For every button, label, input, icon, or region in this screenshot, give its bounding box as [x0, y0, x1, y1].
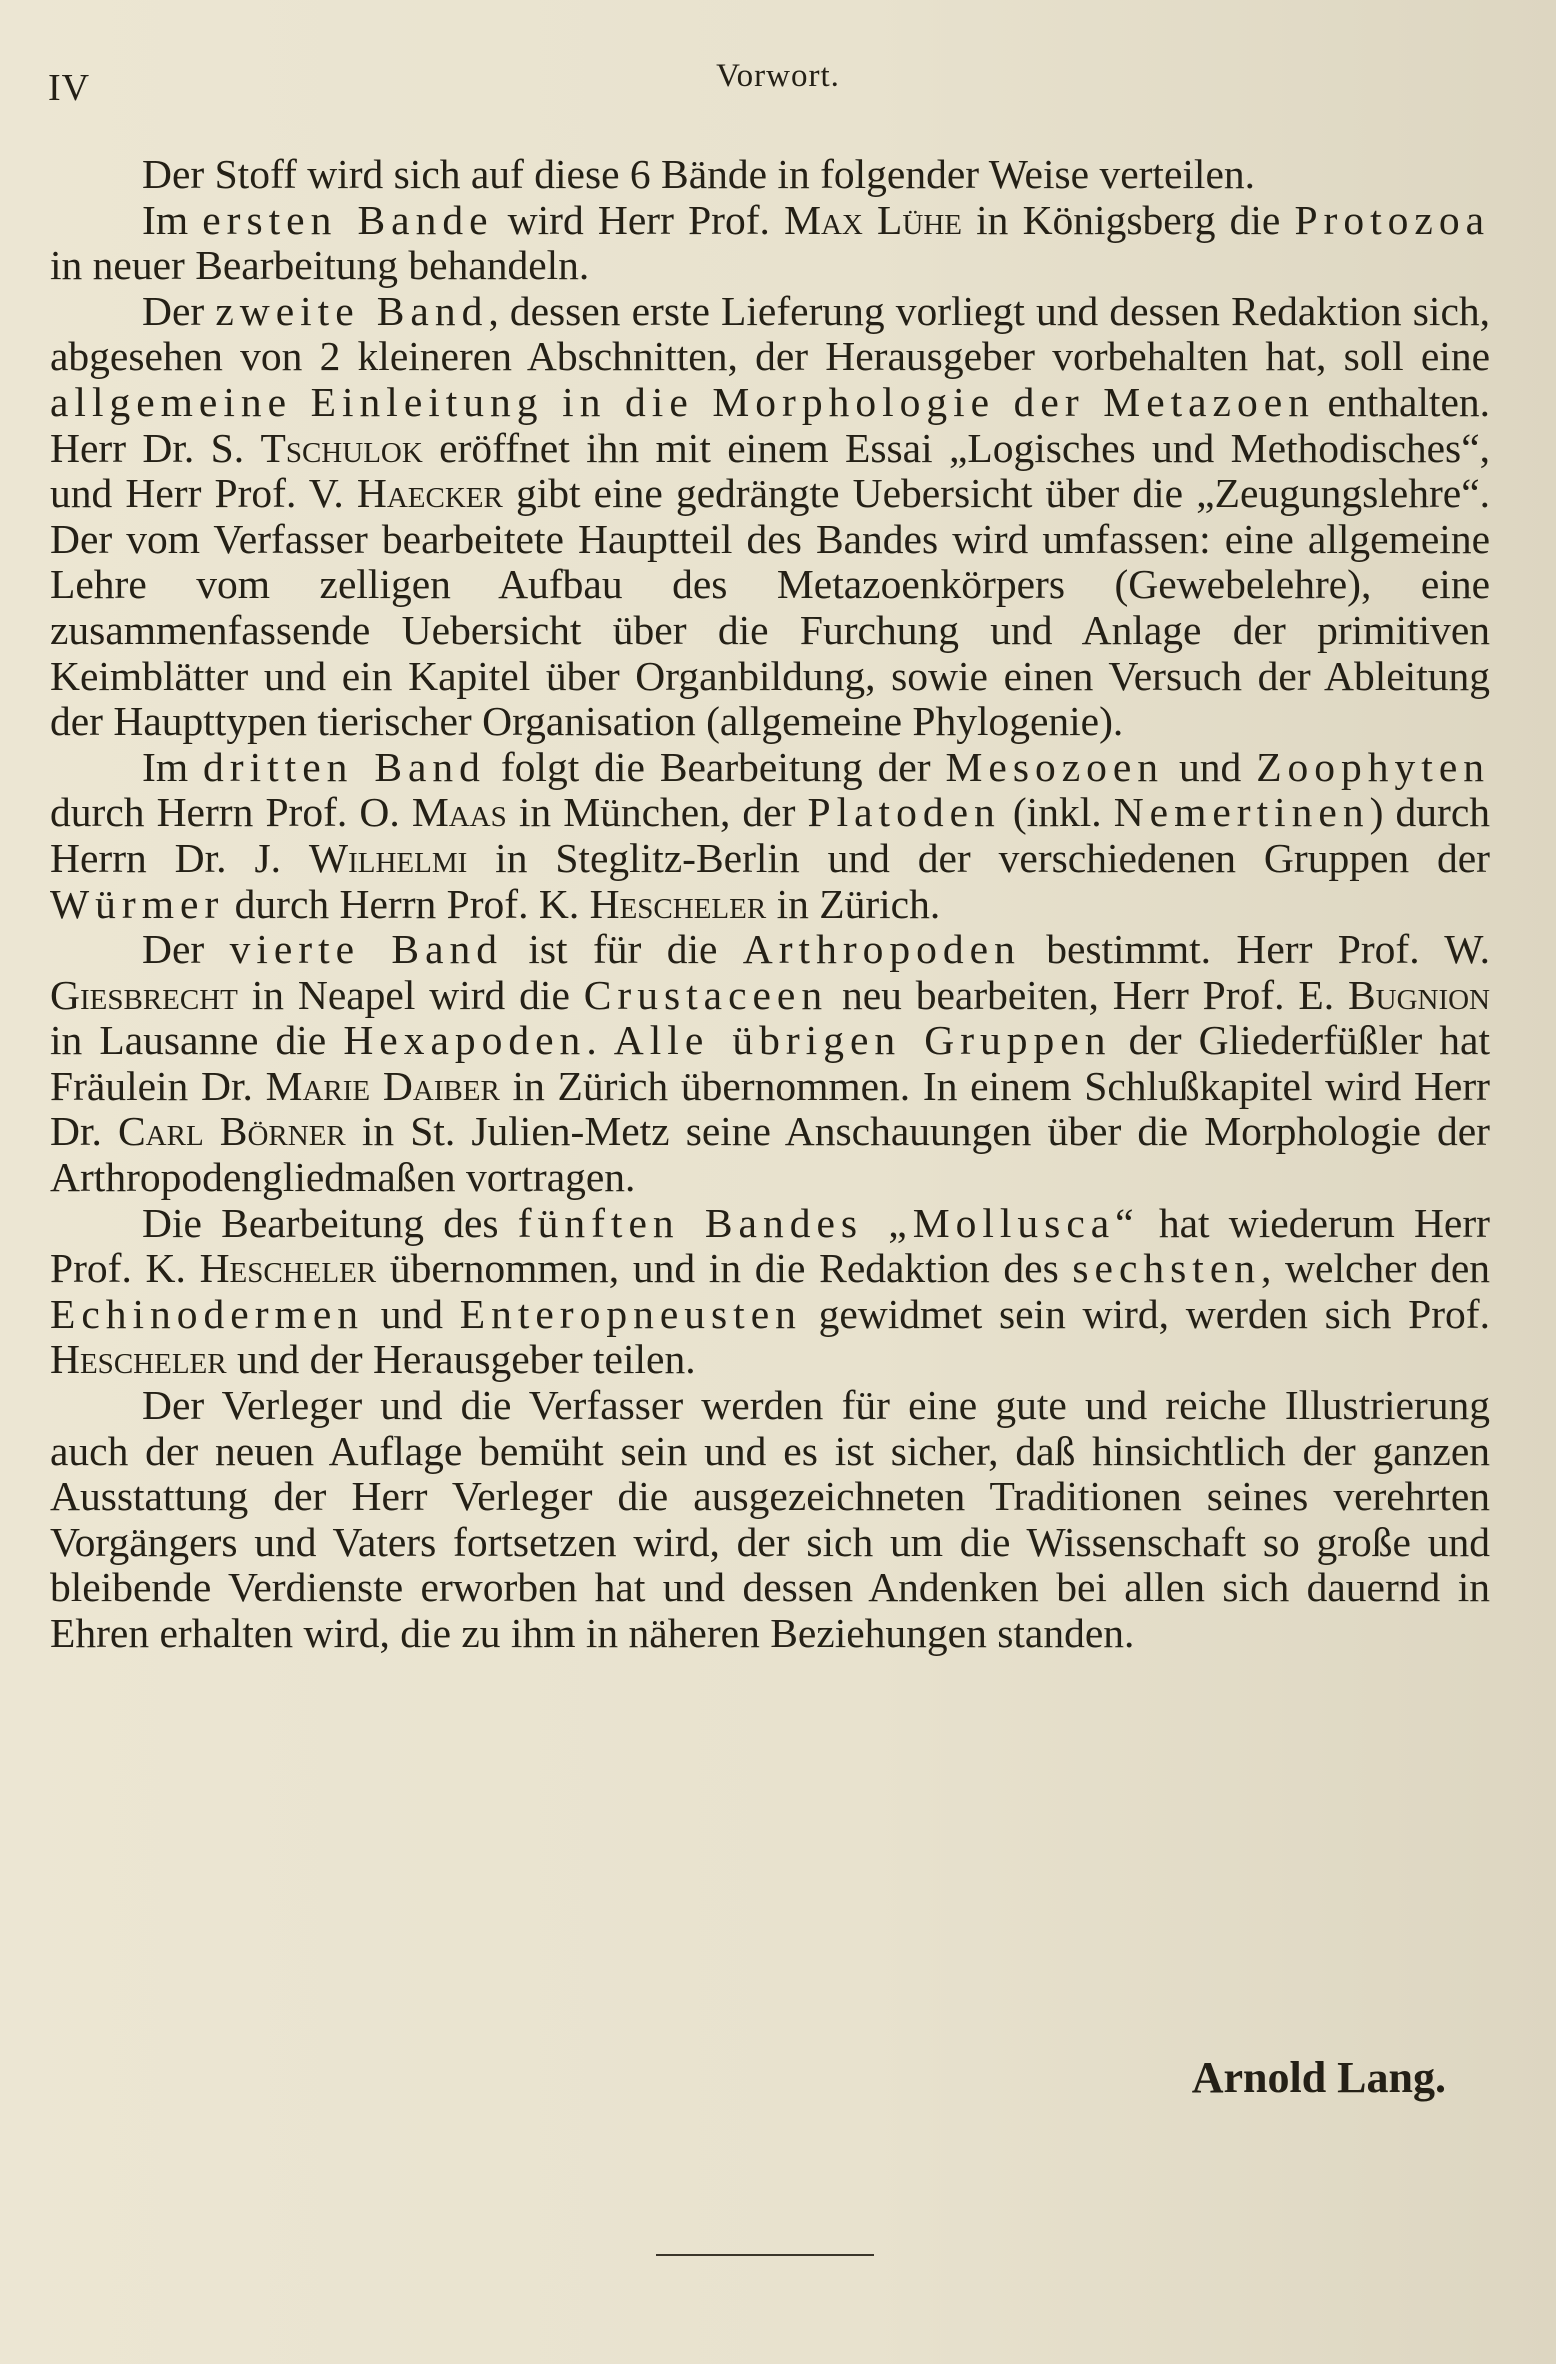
author-signature: Arnold Lang. [1191, 2053, 1446, 2102]
text-run: in Lausanne die [50, 1017, 344, 1064]
spaced-term: Alle übrigen Gruppen [613, 1017, 1112, 1064]
text-run: ist für die [503, 926, 743, 973]
text-run: wird Herr Prof. [493, 196, 785, 243]
text-run: enthalten. Herr Dr. S. [50, 378, 1490, 471]
spaced-term: allgemeine Einleitung in die Morphologie der Metazoen [50, 378, 1315, 425]
spaced-term: dritten Band [203, 743, 486, 790]
running-head: Vorwort. [716, 58, 840, 94]
spaced-term: Crustaceen [583, 971, 829, 1018]
text-run: (inkl. [1000, 789, 1114, 836]
text-run: Im [142, 743, 204, 790]
text-run: in München, der [506, 789, 808, 836]
spaced-term: zweite Band [215, 287, 489, 334]
spaced-term: Hexapoden [343, 1017, 587, 1064]
author-name: Hescheler [589, 880, 767, 927]
text-run: in Neapel wird die [237, 971, 584, 1018]
spaced-term: vierte Band [229, 926, 504, 973]
spaced-term: Protozoa [1294, 196, 1490, 243]
spaced-term: Nemertinen [1113, 789, 1370, 836]
text-run: durch Herrn Prof. O. [50, 789, 412, 836]
text-run: in neuer Bearbeitung behandeln. [50, 242, 590, 289]
text-run: in Zürich. [766, 880, 941, 927]
paragraph-2 [50, 198, 1490, 289]
author-name: Hescheler [50, 1336, 227, 1383]
paragraph-6 [50, 1201, 1490, 1383]
text-run: Der [142, 287, 216, 334]
spaced-term: fünften Bandes „Mollusca“ [517, 1199, 1140, 1246]
spaced-term: Mesozoen [945, 743, 1165, 790]
paragraph-5 [50, 927, 1490, 1201]
author-name: Haecker [356, 470, 503, 517]
author-name: Maas [411, 789, 507, 836]
text-run: , welcher den [1261, 1245, 1490, 1292]
spaced-term: Enteropneusten [459, 1290, 802, 1337]
author-name: Giesbrecht [50, 971, 238, 1018]
text-run: durch Herrn Prof. K. [224, 880, 590, 927]
text-run: gewidmet sein wird, werden sich Prof. [801, 1290, 1490, 1337]
paragraph-4 [50, 745, 1490, 927]
text-run: bestimmt. Herr Prof. W. [1020, 926, 1490, 973]
text-run: neu bearbeiten, Herr Prof. E. [828, 971, 1348, 1018]
text-run: in Steglitz-Berlin und der verschiedenen Gruppen der [467, 834, 1491, 881]
author-name: Max Lühe [784, 196, 962, 243]
author-name: Hescheler [199, 1245, 377, 1292]
author-name: Bugnion [1347, 971, 1491, 1018]
text-run: folgt die Bearbeitung der [485, 743, 946, 790]
text-run: und [364, 1290, 460, 1337]
end-rule [656, 2254, 874, 2256]
text-run: hat wiederum Herr Prof. K. [50, 1199, 1490, 1292]
author-name: Wilhelmi [308, 834, 468, 881]
text-run: Der [142, 926, 230, 973]
text-run: in St. Julien-Metz seine Anschauungen über die Morphologie der Arthropodengliedmaßen vortragen. [50, 1108, 1490, 1201]
spaced-term: Platoden [807, 789, 1001, 836]
paragraph-7: Der Verleger und die Verfasser werden für eine gute und reiche Illustrierung auch der neuen Auflage bemüht sein und es ist sicher, daß hinsichtlich der ganzen Ausstattung der Herr Verleger die ausgezeichneten Traditionen seines verehrten Vorgängers und Vaters fortsetzen wird, der sich um die Wissenschaft so große und bleibende Verdienste erworben hat und dessen Andenken bei allen sich dauernd in Ehren erhalten wird, die zu ihm in näheren Beziehungen standen. [50, 1382, 1490, 1656]
author-name: Marie Daiber [265, 1062, 500, 1109]
text-run: Im [142, 196, 203, 243]
spaced-term: Echinodermen [50, 1290, 364, 1337]
text-run: Die Bearbeitung des [142, 1199, 518, 1246]
text-run: gibt eine gedrängte Uebersicht über die „Zeugungslehre“. Der vom Verfasser bearbeitete Hauptteil des Bandes wird umfassen: eine allgemeine Lehre vom zelligen Aufbau des Metazoenkörpers (Gewebelehre), eine zusammenfassende Uebersicht über die Furchung und Anlage der primitiven Keimblätter und ein Kapitel über Organbildung, sowie einen Versuch der Ableitung der Haupttypen tierischer Organisation (allgemeine Phylogenie). [50, 470, 1490, 745]
text-run: übernommen, und in die Redaktion des [376, 1245, 1073, 1292]
spaced-term: Zoophyten [1256, 743, 1490, 790]
author-name: Tschulok [260, 424, 423, 471]
text-run: . [586, 1017, 614, 1064]
text-run: , dessen erste Lieferung vorliegt und dessen Redaktion sich, abgesehen von 2 kleineren Abschnitten, der Herausgeber vorbehalten hat, soll eine [50, 287, 1490, 380]
spaced-term: Arthropoden [742, 926, 1021, 973]
text-run: in Königsberg die [961, 196, 1295, 243]
paragraph-1: Der Stoff wird sich auf diese 6 Bände in folgender Weise verteilen. [142, 151, 1255, 197]
text-run: eröffnet ihn mit einem Essai „Logisches und Methodisches“, und Herr Prof. V. [50, 424, 1490, 517]
text-run: ) durch Herrn Dr. J. [50, 789, 1490, 881]
paragraph-3 [50, 289, 1490, 745]
spaced-term: ersten Bande [202, 196, 494, 243]
text-run: in Zürich übernommen. In einem Schlußkapitel wird Herr Dr. [50, 1062, 1490, 1155]
text-run: und der Herausgeber teilen. [226, 1336, 696, 1383]
preface-body [50, 152, 1490, 1657]
text-run: und [1164, 743, 1257, 790]
page-number: IV [48, 67, 91, 109]
spaced-term: sechsten [1072, 1245, 1261, 1292]
text-run: der Gliederfüßler hat Fräulein Dr. [50, 1017, 1490, 1109]
author-name: Carl Börner [118, 1108, 346, 1155]
spaced-term: Würmer [50, 880, 225, 927]
